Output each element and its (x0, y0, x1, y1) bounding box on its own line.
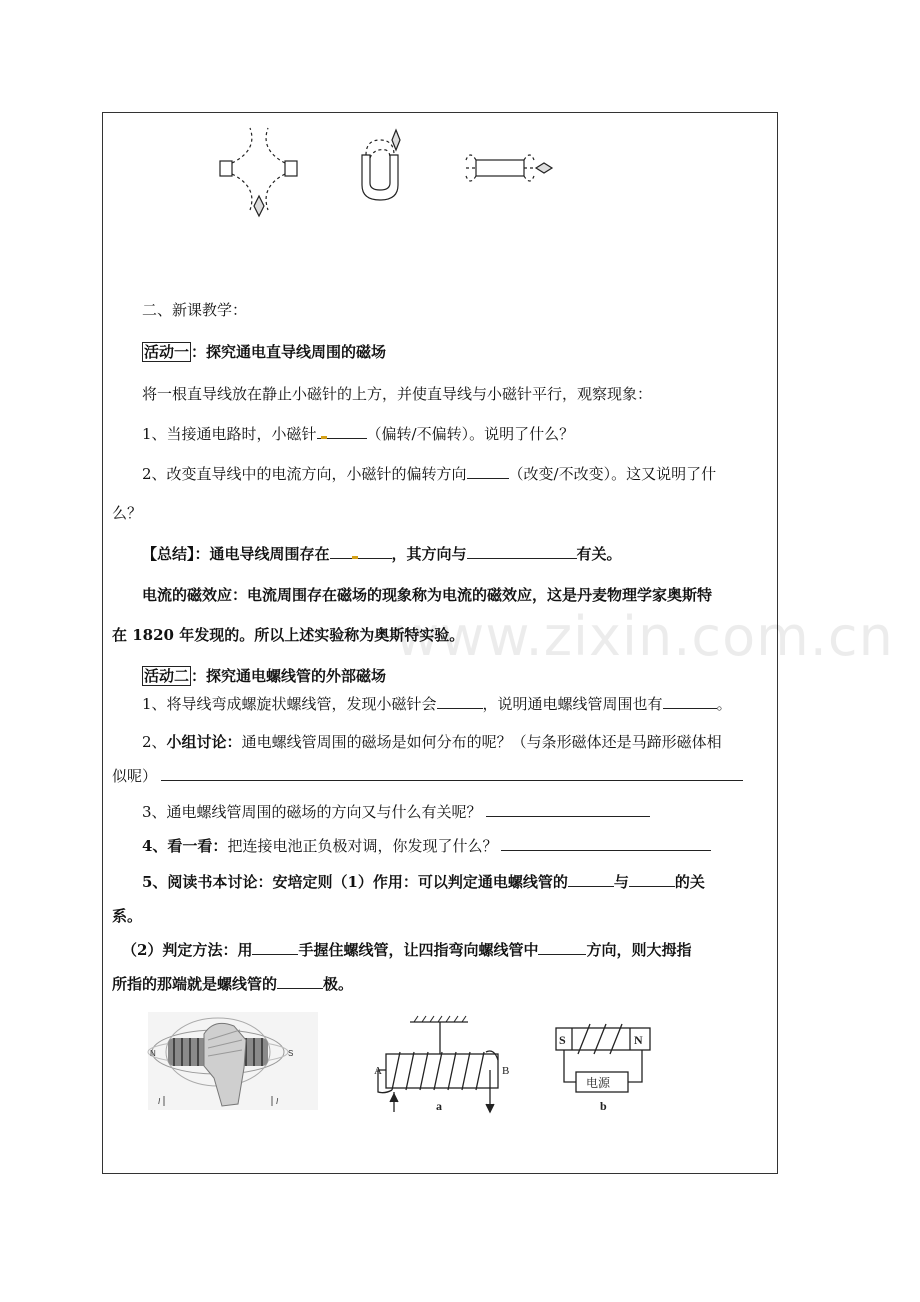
photo-label-i1: I (158, 1097, 161, 1106)
a2q5-text-a: 5、阅读书本讨论：安培定则（1）作用：可以判定通电螺线管的 (142, 873, 568, 891)
power-source-label: 电源 (586, 1076, 611, 1090)
q1-text-a: 1、当接通电路时，小磁针 (142, 425, 317, 443)
end-b-label: B (502, 1065, 510, 1077)
summary-text-c: 有关。 (576, 545, 622, 563)
activity2-title: ：探究通电螺线管的外部磁场 (191, 667, 387, 685)
a2q2-text-a: 通电螺线管周围的磁场是如何分布的呢？（与条形磁体还是马蹄形磁体相 (241, 733, 722, 751)
watermark: www.zixin.com.cn (395, 605, 894, 668)
effect-line1: 电流的磁效应：电流周围存在磁场的现象称为电流的磁效应，这是丹麦物理学家奥斯特 (142, 586, 713, 604)
activity2-q5-cont: 系。 (112, 907, 143, 925)
end-a-label: A (374, 1065, 382, 1077)
a2q6-text-b: 手握住螺线管，让四指弯向螺线管中 (298, 941, 539, 959)
photo-label-s: S (288, 1049, 294, 1058)
activity1-q2-cont: 么？ (112, 504, 143, 522)
q2-text-a: 2、改变直导线中的电流方向，小磁针的偏转方向 (142, 465, 467, 483)
a2q1-text-c: 。 (716, 695, 732, 713)
a2q3-text: 3、通电螺线管周围的磁场的方向又与什么有关呢？ (142, 803, 482, 821)
summary-text-b: ，其方向与 (391, 545, 467, 563)
a2q5-text-b: 与 (613, 873, 629, 891)
photo-label-n: N (150, 1049, 156, 1058)
q1-text-b: （偏转/不偏转）。说明了什么？ (366, 425, 575, 443)
section-title: 二、新课教学： (142, 301, 248, 319)
activity2-tag: 活动二 (144, 667, 190, 685)
photo-label-i2: I (276, 1097, 279, 1106)
a2q6-text-d: 所指的那端就是螺线管的 (112, 975, 278, 993)
a2q2-text-b: 似呢） (112, 767, 158, 785)
a2q4-bold: 4、看一看： (142, 837, 228, 855)
a2q5-text-c: 的关 (674, 873, 705, 891)
activity1-intro: 将一根直导线放在静止小磁针的上方，并使直导线与小磁针平行，观察现象： (142, 385, 653, 403)
figure-a-label: a (436, 1099, 442, 1113)
activity1-tag: 活动一 (144, 343, 190, 361)
a2q6-text-e: 极。 (323, 975, 354, 993)
summary-text-a: 【总结】：通电导线周围存在 (142, 545, 330, 563)
right-hand-rule-photo (148, 1012, 318, 1110)
a2q1-text-b: ，说明通电螺线管周围也有 (482, 695, 663, 713)
a2q1-text-a: 1、将导线弯成螺旋状螺线管，发现小磁针会 (142, 695, 437, 713)
figure-b-label: b (600, 1099, 607, 1113)
pole-s-label: S (559, 1033, 566, 1047)
a2q4-text: 把连接电池正负极对调，你发现了什么？ (227, 837, 498, 855)
activity1-title: ：探究通电直导线周围的磁场 (191, 343, 387, 361)
a2q2-bold: 小组讨论： (166, 733, 242, 751)
pole-n-label: N (634, 1033, 643, 1047)
a2q6-text-c: 方向，则大拇指 (586, 941, 692, 959)
hanging-solenoid-figure (378, 1016, 498, 1112)
q2-text-b: （改变/不改变）。这又说明了什 (508, 465, 717, 483)
a2q2-num: 2、 (142, 733, 167, 751)
effect-line2: 在 1820 年发现的。所以上述实验称为奥斯特实验。 (112, 626, 465, 644)
a2q6-text-a: （2）判定方法：用 (122, 941, 253, 959)
